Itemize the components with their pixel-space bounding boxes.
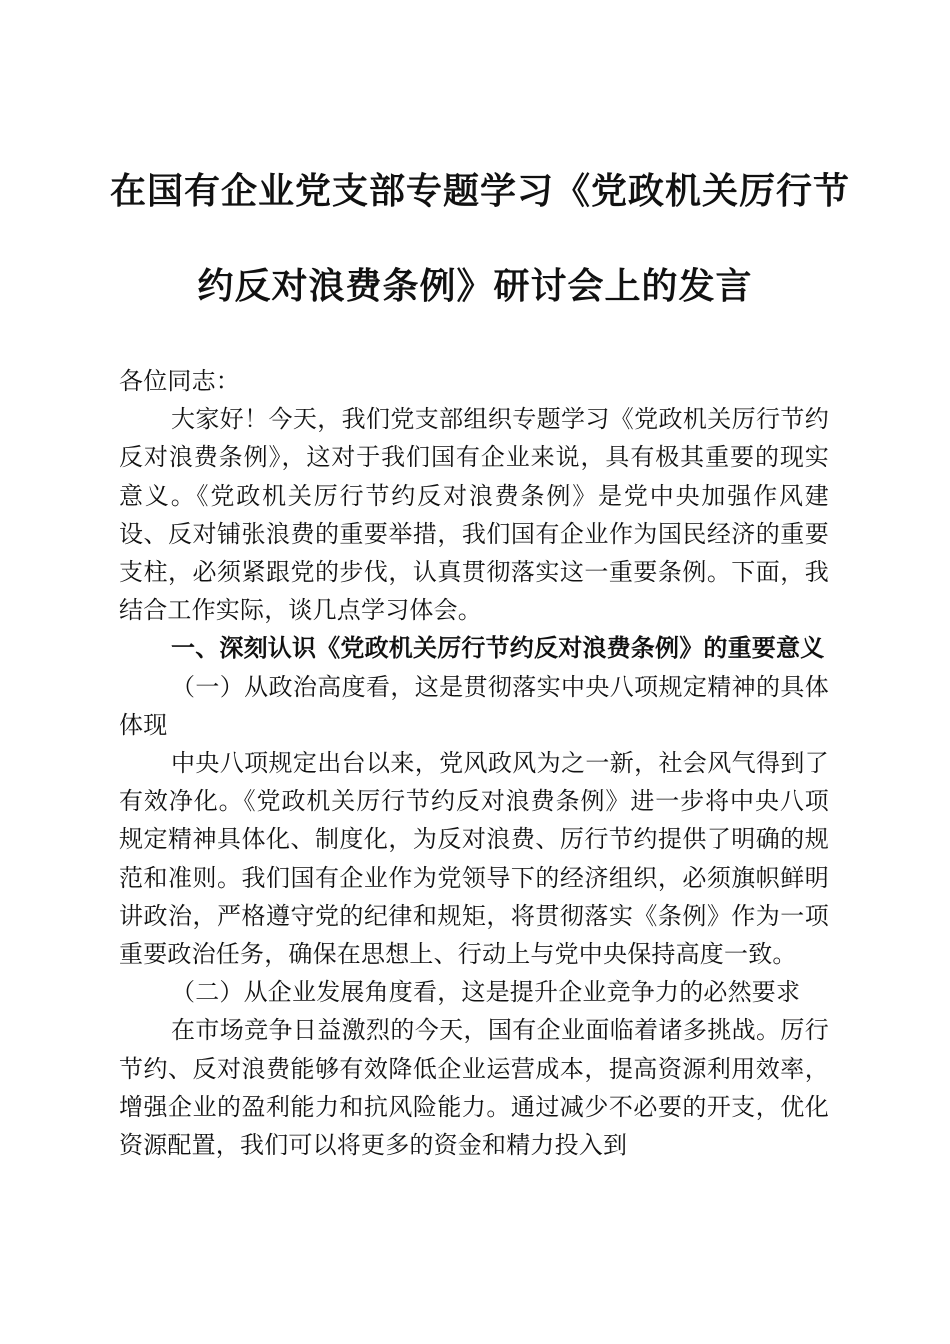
salutation: 各位同志：: [119, 367, 240, 395]
intro-paragraph: 大家好！今天，我们党支部组织专题学习《党政机关厉行节约反对浪费条例》，这对于我们国有企业来说，具有极其重要的现实意义。《党政机关厉行节约反对浪费条例》是党中央加强作风建设、反对铺张浪费的重要举措，我们国有企业作为国民经济的重要支柱，必须紧跟党的步伐，认真贯彻落实这一重要条例。下面，我结合工作实际，谈几点学习体会。: [119, 405, 829, 625]
document-body: [119, 362, 829, 1164]
subsection-1-heading: （一）从政治高度看，这是贯彻落实中央八项规定精神的具体体现: [119, 672, 829, 739]
document-title-line-2: 约反对浪费条例》研讨会上的发言: [197, 266, 753, 307]
document-title-line-1: 在国有企业党支部专题学习《党政机关厉行节: [110, 171, 851, 212]
subsection-2-heading: （二）从企业发展角度看，这是提升企业竞争力的必然要求: [171, 978, 801, 1007]
section-1-heading: 一、深刻认识《党政机关厉行节约反对浪费条例》的重要意义: [171, 634, 825, 663]
subsection-1-paragraph: 中央八项规定出台以来，党风政风为之一新，社会风气得到了有效净化。《党政机关厉行节约反对浪费条例》进一步将中央八项规定精神具体化、制度化，为反对浪费、厉行节约提供了明确的规范和准则。我们国有企业作为党领导下的经济组织，必须旗帜鲜明讲政治，严格遵守党的纪律和规矩，将贯彻落实《条例》作为一项重要政治任务，确保在思想上、行动上与党中央保持高度一致。: [119, 749, 829, 969]
subsection-2-paragraph: 在市场竞争日益激烈的今天，国有企业面临着诸多挑战。厉行节约、反对浪费能够有效降低企业运营成本，提高资源利用效率，增强企业的盈利能力和抗风险能力。通过减少不必要的开支，优化资源配置，我们可以将更多的资金和精力投入到: [119, 1016, 829, 1160]
